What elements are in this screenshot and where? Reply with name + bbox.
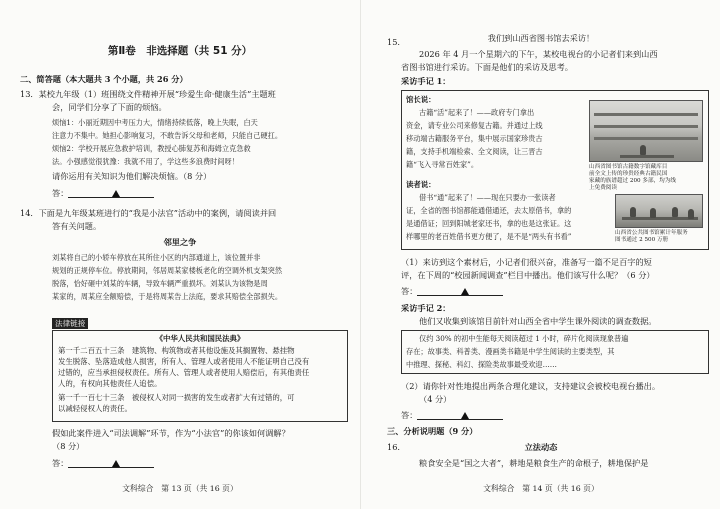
q13-worry1-line1: 烦恼1：小丽近期因中考压力大，情绪持续低落，晚上失眠，白天 xyxy=(52,118,258,127)
q15-number: 15. xyxy=(387,37,401,47)
q14-line2: 答有关问题。 xyxy=(52,221,102,231)
q15-part1-line1: （1）来访到这个素材后，小记者们很兴奋，准备写一篇不足百字的短 xyxy=(401,257,652,267)
q15-part2-line2: （4 分） xyxy=(419,394,452,404)
q15-heading: 我们到山西省图书馆去采访！ xyxy=(487,33,595,43)
curator-line2: 资金，请专业公司来修复古籍。并通过上线 xyxy=(406,121,543,130)
article-1253-line3: 过错的，应当承担侵权责任。所有人、管理人或者使用人赔偿后，有其他责任 xyxy=(58,368,310,377)
q13-worry1-line2: 注意力不集中。她担心影响复习，不敢告诉父母和老师，只能自己硬扛。 xyxy=(52,131,283,140)
q15-part2-line1: （2）请你针对性地提出两条合理化建议，支持建议会被校电视台播出。 xyxy=(401,381,661,391)
reader-line2: 证，全省的图书馆都能通借通还，去太原借书，拿的 xyxy=(406,206,572,215)
survey-line1: 仅约 30% 的初中生能每天阅读超过 1 小时，碎片化阅读现象普遍 xyxy=(419,334,629,343)
ancient-books-photo xyxy=(589,100,703,162)
curator-line1: 古籍“活”起来了！——政府专门拿出 xyxy=(419,108,535,117)
triangle-icon xyxy=(461,288,469,295)
photo2-caption-line2: 图书通过 2 500 万册 xyxy=(615,237,669,243)
q15-part1-answer xyxy=(401,286,503,297)
q14-case-line1: 刘某将自己的小轿车停放在其所住小区的内部通道上，该位置并非 xyxy=(52,253,261,262)
triangle-icon xyxy=(112,460,120,467)
q14-question-line1: 假如此案件进入“司法调解”环节，作为“小法官”的你该如何调解？ xyxy=(52,428,290,438)
reader-label: 读者说： xyxy=(406,180,436,189)
reader-line1: 借书“通”起来了！——现在只要办一张读者 xyxy=(419,193,556,202)
q15-intro-line1: 2026 年 4 月一个星期六的下午，某校电视台的小记者们来到山西 xyxy=(419,49,658,59)
q14-case-title: 邻里之争 xyxy=(163,237,197,247)
q16-line1: 粮食安全是“国之大者”，耕地是粮食生产的命根子，耕地保护是 xyxy=(419,458,649,468)
triangle-icon xyxy=(112,190,120,197)
article-1253-line4: 人的，有权向其他责任人追偿。 xyxy=(58,379,162,388)
interview-note-1: 采访手记 1： xyxy=(401,76,451,86)
q14-answer xyxy=(52,458,154,469)
photo1-caption-line2: 前全文上传的珍贵经典古籍民国 xyxy=(589,171,668,177)
right-page xyxy=(360,0,720,509)
answer-label: 答： xyxy=(401,410,418,420)
photo1-caption-line1: 山西省图书馆古籍数字馆藏库目 xyxy=(589,164,668,170)
q15-part1-line2: 评，在下周的“校园新闻调查”栏目中播出。他们该写什么呢？（6 分） xyxy=(401,270,655,280)
curator-label: 馆长说： xyxy=(406,95,436,104)
q13-worry2-line1: 烦恼2：学校开展应急救护培训，教授心肺复苏和海姆立克急救 xyxy=(52,144,251,153)
survey-line3: 中推理、探秘、科幻、探险类故事最受欢迎…… xyxy=(406,360,557,369)
civil-code-title: 《中华人民共和国民法典》 xyxy=(155,334,245,343)
legal-link-tag: 法律链接 xyxy=(52,318,88,329)
reader-line4: 样哪里的老百姓借书更方便了，是不是“两头有书看” xyxy=(406,232,572,241)
q15-intro-line2: 省图书馆进行采访。下面是他们的采访及思考。 xyxy=(401,62,573,72)
q13-answer xyxy=(52,188,154,199)
q14-case-line2: 规划的正规停车位。停放期间，邻居周某家楼板老化的空调外机支架突然 xyxy=(52,266,283,275)
section-3-heading: 三、分析说明题（9 分） xyxy=(387,426,478,436)
q16-title: 立法动态 xyxy=(524,442,558,452)
survey-line2: 存在；故事类、科普类、漫画类书籍是中学生阅读的主要类型，其 xyxy=(406,347,615,356)
library-reading-room-photo xyxy=(615,194,703,228)
curator-line4: 籍，支持手机端检索、全文阅读，让三晋古 xyxy=(406,147,543,156)
q14-case-line4: 某家的，周某应全额赔偿，于是将周某告上法庭，要求其赔偿全部损失。 xyxy=(52,292,283,301)
section-2-heading: 二、简答题（本大题共 3 个小题，共 26 分） xyxy=(20,74,188,84)
q13-line2: 会，同学们分享了下面的烦恼。 xyxy=(52,102,167,112)
article-1253-line1: 第一千二百五十三条 建筑物、构筑物或者其他设施及其搁置物、悬挂物 xyxy=(58,346,295,355)
q13-question: 请你运用有关知识为他们解决烦恼。（8 分） xyxy=(52,171,212,181)
page-footer-14: 文科综合 第 14 页（共 16 页） xyxy=(483,484,599,493)
answer-label: 答： xyxy=(401,286,418,296)
q14-case-line3: 脱落，恰好砸中刘某的车辆，导致车辆严重损坏。刘某认为该物是周 xyxy=(52,279,268,288)
q16-number: 16. xyxy=(387,442,401,452)
answer-label: 答： xyxy=(52,458,69,468)
answer-blank[interactable] xyxy=(417,411,503,420)
curator-line3: 移动端古籍服务平台，集中展示国家珍贵古 xyxy=(406,134,543,143)
paper-section-header: 第Ⅱ卷 非选择题（共 51 分） xyxy=(107,45,253,57)
answer-blank[interactable] xyxy=(68,459,154,468)
photo1-caption-line4: 上免费阅读 xyxy=(589,185,617,191)
article-1173-line2: 以减轻侵权人的责任。 xyxy=(58,404,132,413)
q14-line1: 14．下面是九年级某班进行的“我是小法官”活动中的案例，请阅读并回 xyxy=(20,208,277,218)
interview-note-2: 采访手记 2： xyxy=(401,303,451,313)
q15-part2-answer xyxy=(401,410,503,421)
photo2-caption-line1: 山西省公共图书馆累计年服务 xyxy=(615,230,688,236)
answer-blank[interactable] xyxy=(417,287,503,296)
reader-line3: 是通借证；回到阳城老家还书，拿的也是这张证。这 xyxy=(406,219,572,228)
page-footer-13: 文科综合 第 13 页（共 16 页） xyxy=(122,484,238,493)
article-1253-line2: 发生脱落、坠落造成他人损害，所有人、管理人或者使用人不能证明自己没有 xyxy=(58,357,310,366)
q14-question-line2: （8 分） xyxy=(52,441,85,451)
q13-worry2-line2: 法。小强感觉很犹豫：我就不用了，学这些多浪费时间呀！ xyxy=(52,157,239,166)
q13-line1: 13．某校九年级（1）班围绕文件精神开展“珍爱生命·健康生活”主题班 xyxy=(20,89,276,99)
curator-line5: 籍“飞入寻常百姓家”。 xyxy=(406,160,479,169)
note2-intro: 他们又收集到该馆目前针对山西全省中学生课外阅读的调查数据。 xyxy=(419,316,657,326)
photo1-caption-line3: 家藏的族谱超过 200 多部，均为线 xyxy=(589,178,676,184)
answer-label: 答： xyxy=(52,188,69,198)
answer-blank[interactable] xyxy=(68,189,154,198)
triangle-icon xyxy=(461,412,469,419)
article-1173-line1: 第一千一百七十三条 被侵权人对同一损害的发生或者扩大有过错的，可 xyxy=(58,393,295,402)
